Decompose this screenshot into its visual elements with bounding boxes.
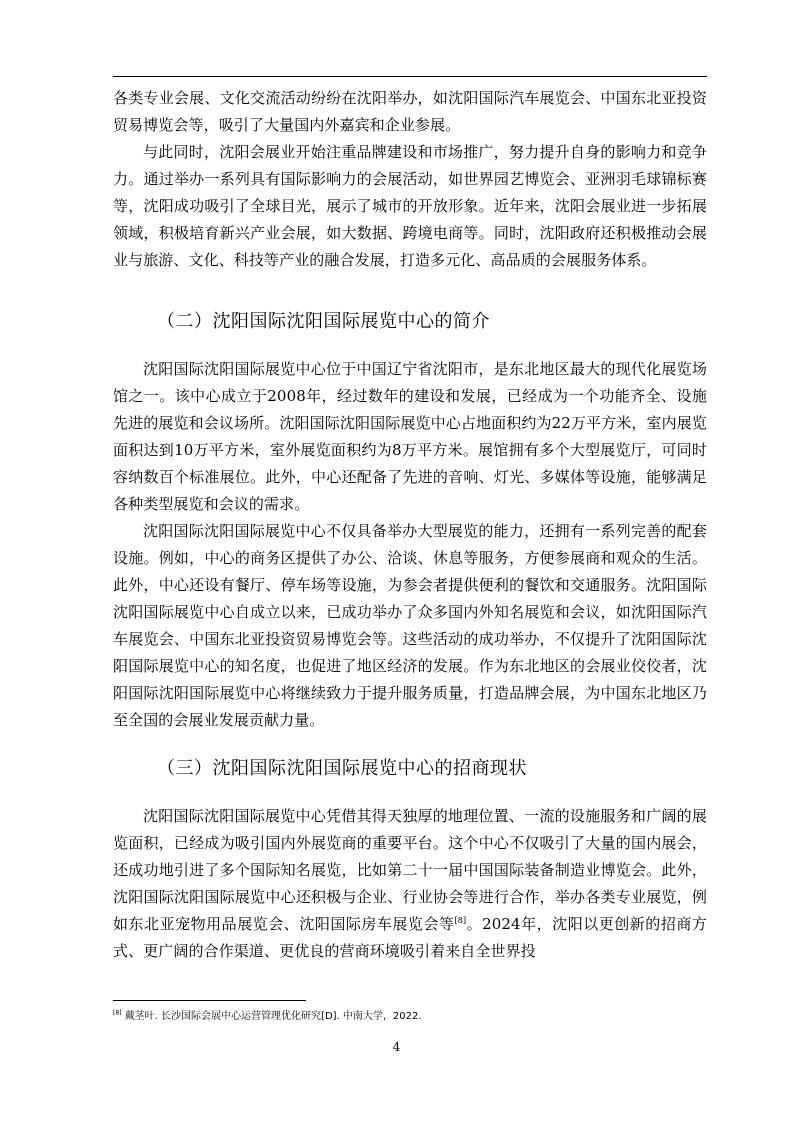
citation-ref[interactable]: [8]: [454, 916, 467, 925]
page-number: 4: [392, 1040, 401, 1054]
body-paragraph: [113, 803, 707, 965]
footnote-rule: [113, 1000, 306, 1001]
header-rule: [113, 76, 707, 77]
body-paragraph: 与此同时，沈阳会展业开始注重品牌建设和市场推广，努力提升自身的影响力和竞争力。通过举办一系列具有国际影响力的会展活动，如世界园艺博览会、亚洲羽毛球锦标赛等，沈阳成功吸引了全球目光，展示了城市的开放形象。近年来，沈阳会展业进一步拓展领域，积极培育新兴产业会展，如大数据、跨境电商等。同时，沈阳政府还积极推动会展业与旅游、文化、科技等产业的融合发展，打造多元化、高品质的会展服务体系。: [113, 143, 707, 269]
body-paragraph: 各类专业会展、文化交流活动纷纷在沈阳举办，如沈阳国际汽车展览会、中国东北亚投资贸易博览会等，吸引了大量国内外嘉宾和企业参展。: [113, 89, 707, 134]
paragraph-text: 。2024年，沈阳以更创新的招商方式、更广阔的合作渠道、更优良的营商环境吸引着来自全世界投: [113, 915, 707, 960]
page-body: [113, 85, 707, 965]
footnote: [113, 1010, 707, 1024]
footnote-text: 戴茎叶. 长沙国际会展中心运营管理优化研究[D]. 中南大学，2022.: [124, 1011, 422, 1022]
section-heading: （二）沈阳国际沈阳国际展览中心的简介: [157, 311, 490, 332]
section-heading: （三）沈阳国际沈阳国际展览中心的招商现状: [157, 758, 527, 779]
body-paragraph: 沈阳国际沈阳国际展览中心不仅具备举办大型展览的能力，还拥有一系列完善的配套设施。例如，中心的商务区提供了办公、洽谈、休息等服务，方便参展商和观众的生活。此外，中心还设有餐厅、停车场等设施，为参会者提供便利的餐饮和交通服务。沈阳国际沈阳国际展览中心自成立以来，已成功举办了众多国内外知名展览和会议，如沈阳国际汽车展览会、中国东北亚投资贸易博览会等。这些活动的成功举办，不仅提升了沈阳国际沈阳国际展览中心的知名度，也促进了地区经济的发展。作为东北地区的会展业佼佼者，沈阳国际沈阳国际展览中心将继续致力于提升服务质量，打造品牌会展，为中国东北地区乃至全国的会展业发展贡献力量。: [113, 522, 707, 729]
footnote-mark: [8]: [113, 1009, 122, 1017]
body-paragraph: 沈阳国际沈阳国际展览中心位于中国辽宁省沈阳市，是东北地区最大的现代化展览场馆之一。该中心成立于2008年，经过数年的建设和发展，已经成为一个功能齐全、设施先进的展览和会议场所。沈阳国际沈阳国际展览中心占地面积约为22万平方米，室内展览面积达到10万平方米，室外展览面积约为8万平方米。展馆拥有多个大型展览厅，可同时容纳数百个标准展位。此外，中心还配备了先进的音响、灯光、多媒体等设施，能够满足各种类型展览和会议的需求。: [113, 360, 707, 513]
paragraph-text: 沈阳国际沈阳国际展览中心凭借其得天独厚的地理位置、一流的设施服务和广阔的展览面积，已经成为吸引国内外展览商的重要平台。这个中心不仅吸引了大量的国内展会，还成功地引进了多个国际知名展览，比如第二十一届中国国际装备制造业博览会。此外，沈阳国际沈阳国际展览中心还积极与企业、行业协会等进行合作，举办各类专业展览，例如东北亚宠物用品展览会、沈阳国际房车展览会等: [113, 807, 707, 933]
